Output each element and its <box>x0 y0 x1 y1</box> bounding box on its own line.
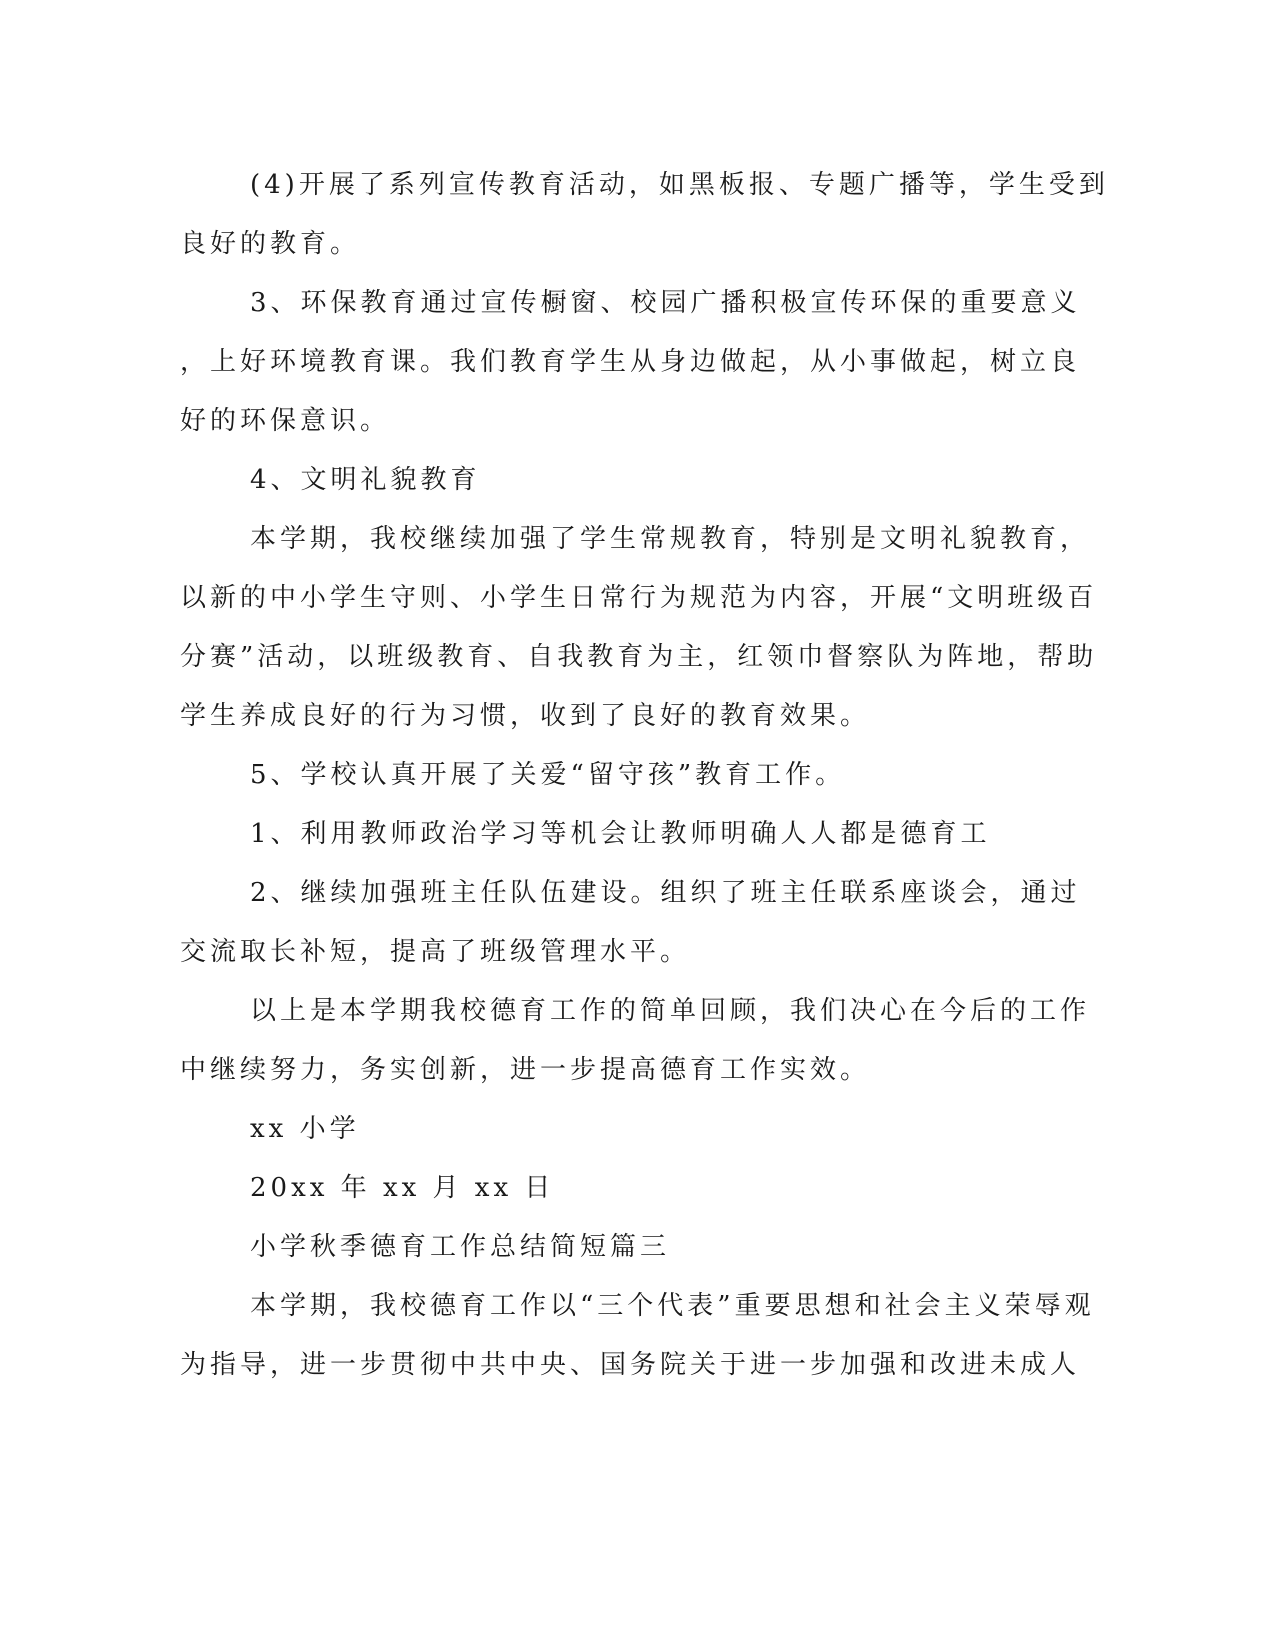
paragraph-line: 好的环保意识。 <box>180 406 391 436</box>
paragraph-line: 交流取长补短，提高了班级管理水平。 <box>180 937 691 967</box>
signature-school: xx 小学 <box>250 1114 360 1144</box>
section-title: 小学秋季德育工作总结简短篇三 <box>250 1232 671 1262</box>
signature-date: 20xx 年 xx 月 xx 日 <box>250 1173 555 1203</box>
paragraph-line: 1、利用教师政治学习等机会让教师明确人人都是德育工 <box>250 819 991 849</box>
paragraph-line: 学生养成良好的行为习惯，收到了良好的教育效果。 <box>180 701 871 731</box>
paragraph-line: 为指导，进一步贯彻中共中央、国务院关于进一步加强和改进未成人 <box>180 1350 1081 1380</box>
document-body <box>180 156 1109 1395</box>
paragraph-line: 5、学校认真开展了关爱“留守孩”教育工作。 <box>250 760 846 790</box>
section-heading: 4、文明礼貌教育 <box>250 465 481 495</box>
paragraph-line: 本学期，我校继续加强了学生常规教育，特别是文明礼貌教育， <box>250 524 1091 554</box>
paragraph-line: 3、环保教育通过宣传橱窗、校园广播积极宣传环保的重要意义 <box>250 288 1081 318</box>
paragraph-line: 良好的教育。 <box>180 229 361 259</box>
paragraph-line: ，上好环境教育课。我们教育学生从身边做起，从小事做起，树立良 <box>180 347 1081 377</box>
paragraph-line: (4)开展了系列宣传教育活动，如黑板报、专题广播等，学生受到 <box>250 170 1109 200</box>
paragraph-line: 本学期，我校德育工作以“三个代表”重要思想和社会主义荣辱观 <box>250 1291 1095 1321</box>
paragraph-line: 2、继续加强班主任队伍建设。组织了班主任联系座谈会，通过 <box>250 878 1081 908</box>
paragraph-line: 中继续努力，务实创新，进一步提高德育工作实效。 <box>180 1055 871 1085</box>
paragraph-line: 以新的中小学生守则、小学生日常行为规范为内容，开展“文明班级百 <box>180 583 1098 613</box>
paragraph-line: 以上是本学期我校德育工作的简单回顾，我们决心在今后的工作 <box>250 996 1091 1026</box>
paragraph-line: 分赛”活动，以班级教育、自我教育为主，红领巾督察队为阵地，帮助 <box>180 642 1098 672</box>
